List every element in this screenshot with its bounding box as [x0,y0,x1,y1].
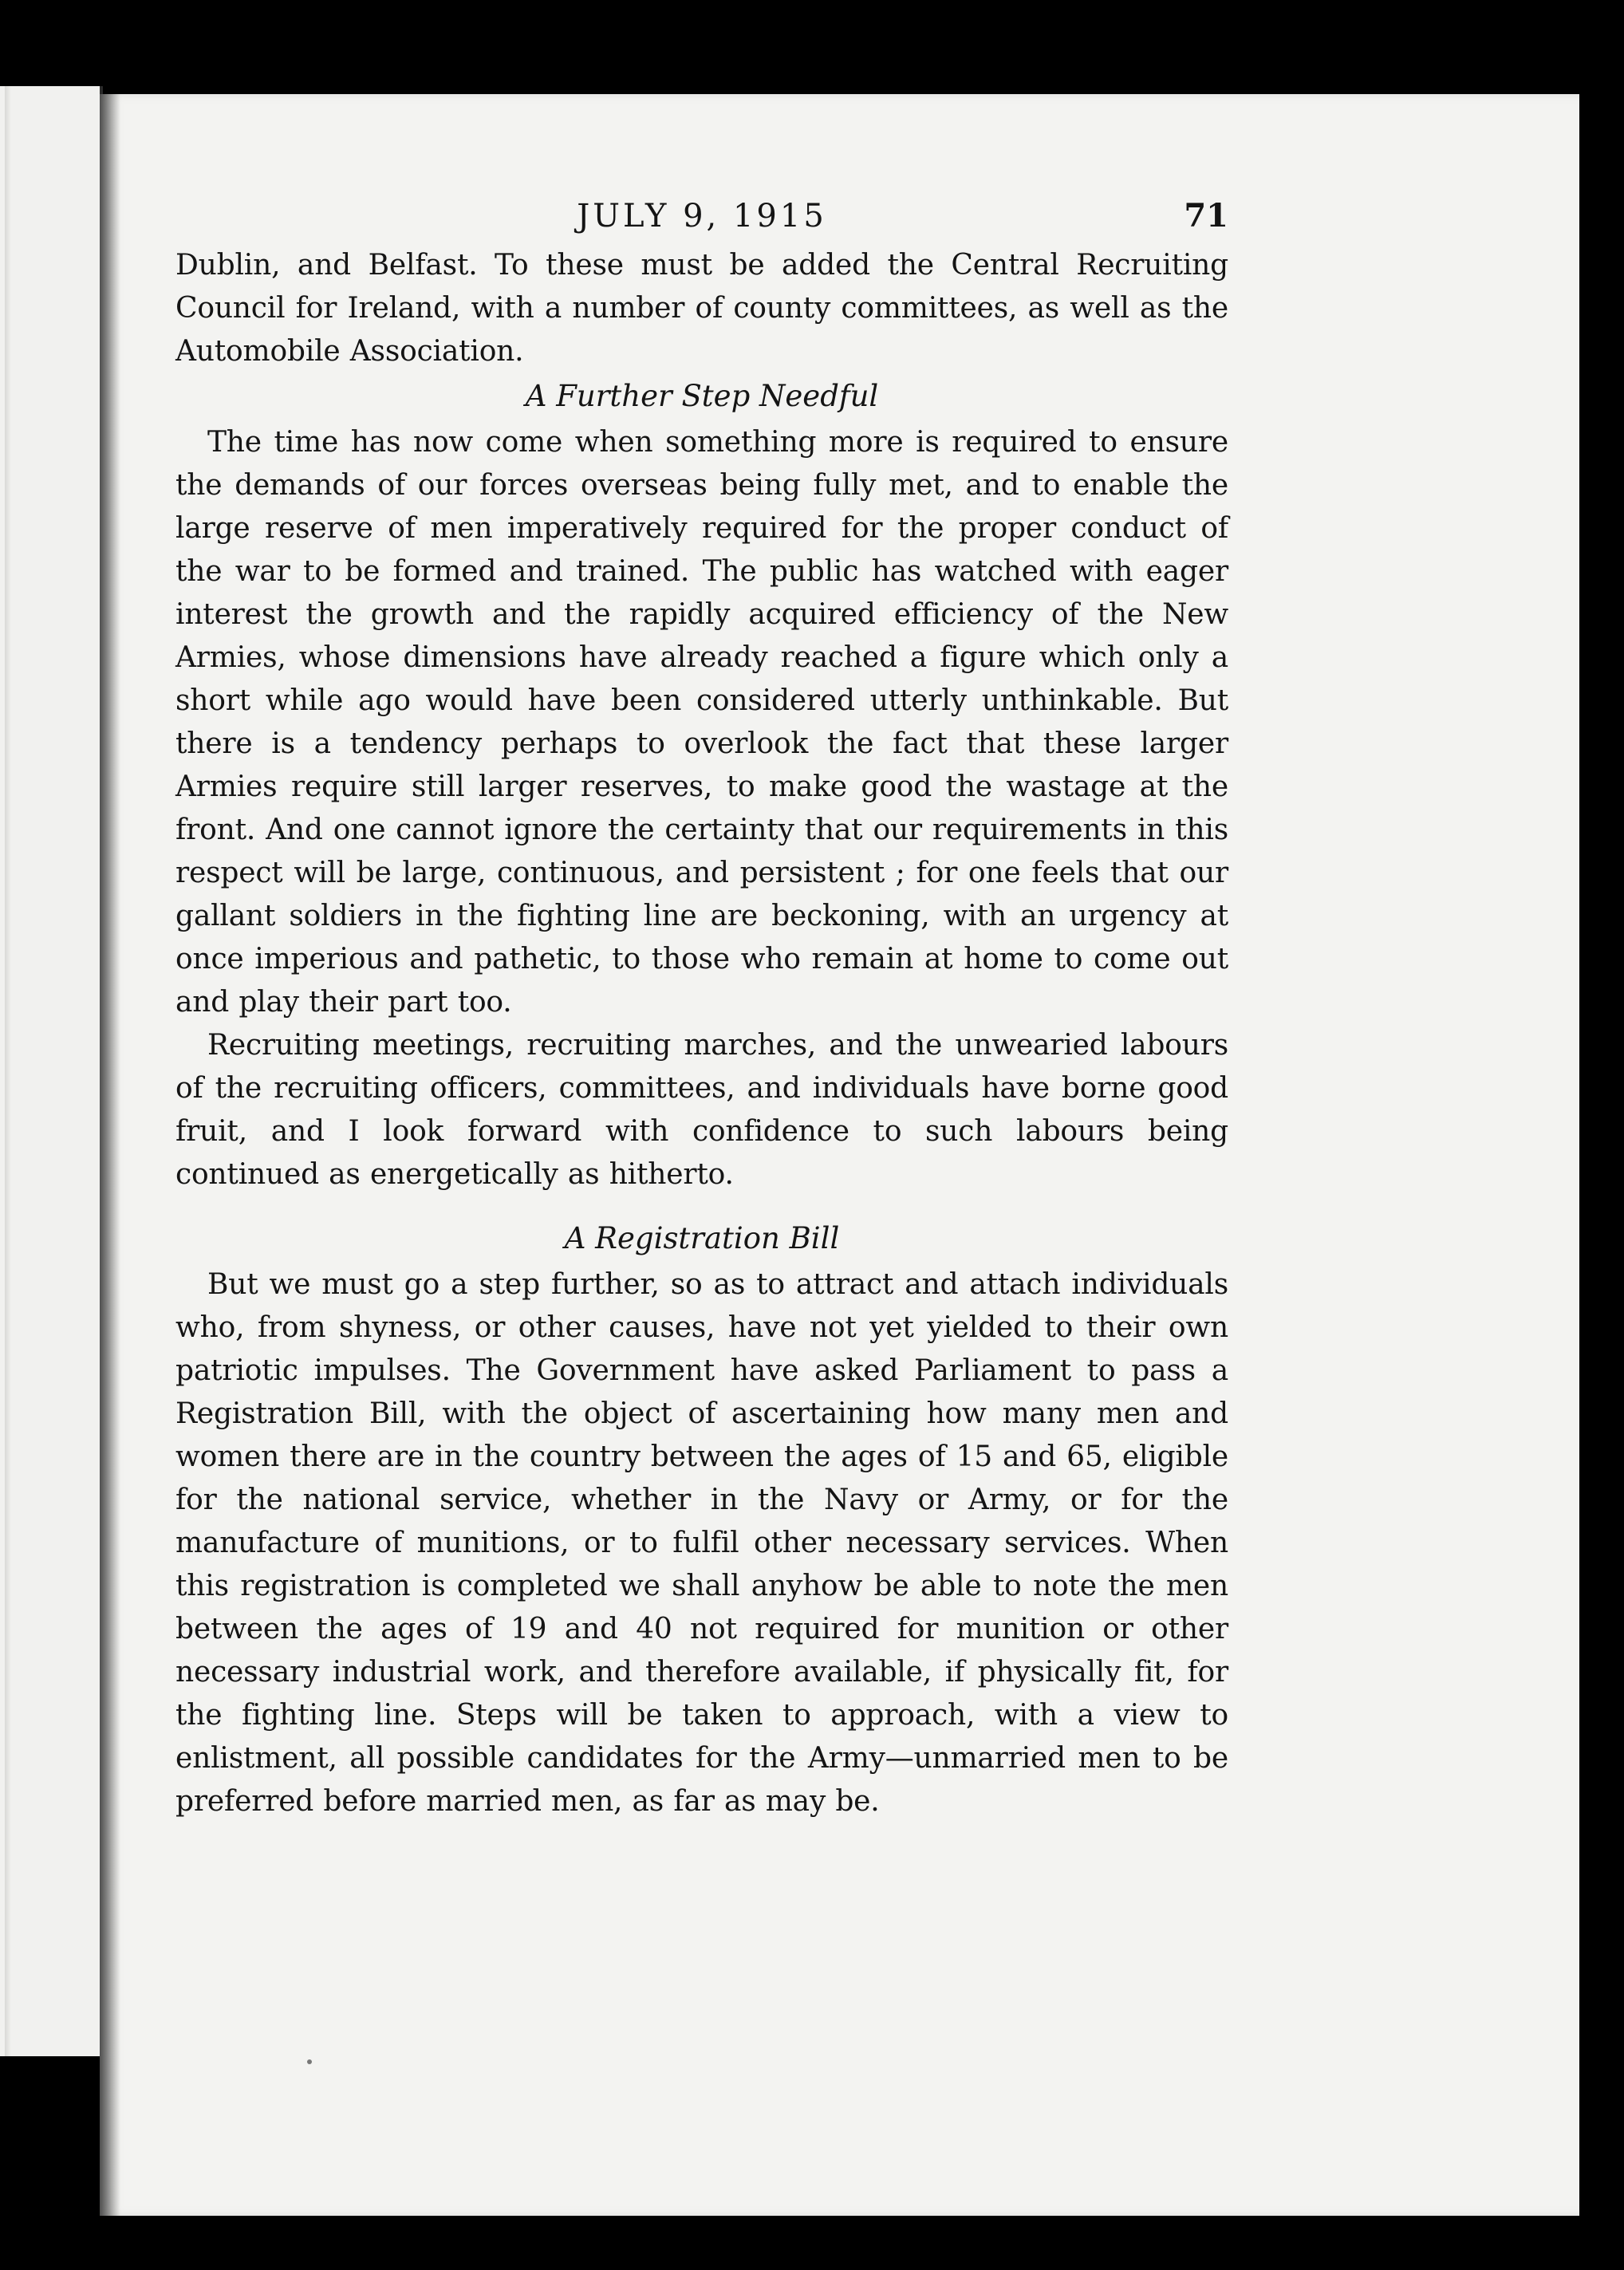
gutter-shadow [100,94,120,2216]
book-page [100,94,1579,2216]
running-head [175,188,1228,244]
paragraph-recruiting-meetings: Recruiting meetings, recruiting marches, and the unwearied labours of the recruiting officers, committees, and individuals have borne good fruit, and I look forward with confidence to such labours being continued as energetically as hitherto. [175,1029,1228,1191]
facing-page-edge [0,86,103,2056]
stray-ink-mark [307,2059,312,2064]
paragraph-step-further: But we must go a step further, so as to attract and attach individuals who, from shyness, or other causes, have not yet yielded to their own patriotic impulses. The Government have asked Parliament to pass a Registration Bill, with the object of ascertaining how many men and women there are in the country between the ages of 15 and 65, eligible for the national service, whether in the Navy or Army, or for the manufacture of munitions, or to fulfil other necessary services. When this registration is completed we shall anyhow be able to note the men between the ages of 19 and 40 not required for munition or other necessary industrial work, and therefore available, if physically fit, for the fighting line. Steps will be taken to approach, with a view to enlistment, all possible candidates for the Army—unmarried men to be preferred before married men, as far as may be. [175,1268,1228,1818]
page-text-column [175,188,1228,1823]
section-heading-registration-bill: A Registration Bill [564,1221,840,1255]
paragraph-continuation: Dublin, and Belfast. To these must be added the Central Recruiting Council for Ireland, with a number of county committees, as well as the Automobile Association. [175,249,1228,368]
page-number: 71 [1184,197,1228,234]
running-head-date: JULY 9, 1915 [577,198,827,234]
section-heading-further-step: A Further Step Needful [525,379,879,413]
paragraph-time-has-come: The time has now come when something more is required to ensure the demands of our forces overseas being fully met, and to enable the large reserve of men imperatively required for the proper conduct of the war to be formed and trained. The public has watched with eager interest the growth and the rapidly acquired efficiency of the New Armies, whose dimensions have already reached a figure which only a short while ago would have been considered utterly unthinkable. But there is a tendency perhaps to overlook the fact that these larger Armies require still larger reserves, to make good the wastage at the front. And one cannot ignore the certainty that our requirements in this respect will be large, continuous, and persistent ; for one feels that our gallant soldiers in the fighting line are beckoning, with an urgency at once imperious and pathetic, to those who remain at home to come out and play their part too. [175,426,1228,1019]
